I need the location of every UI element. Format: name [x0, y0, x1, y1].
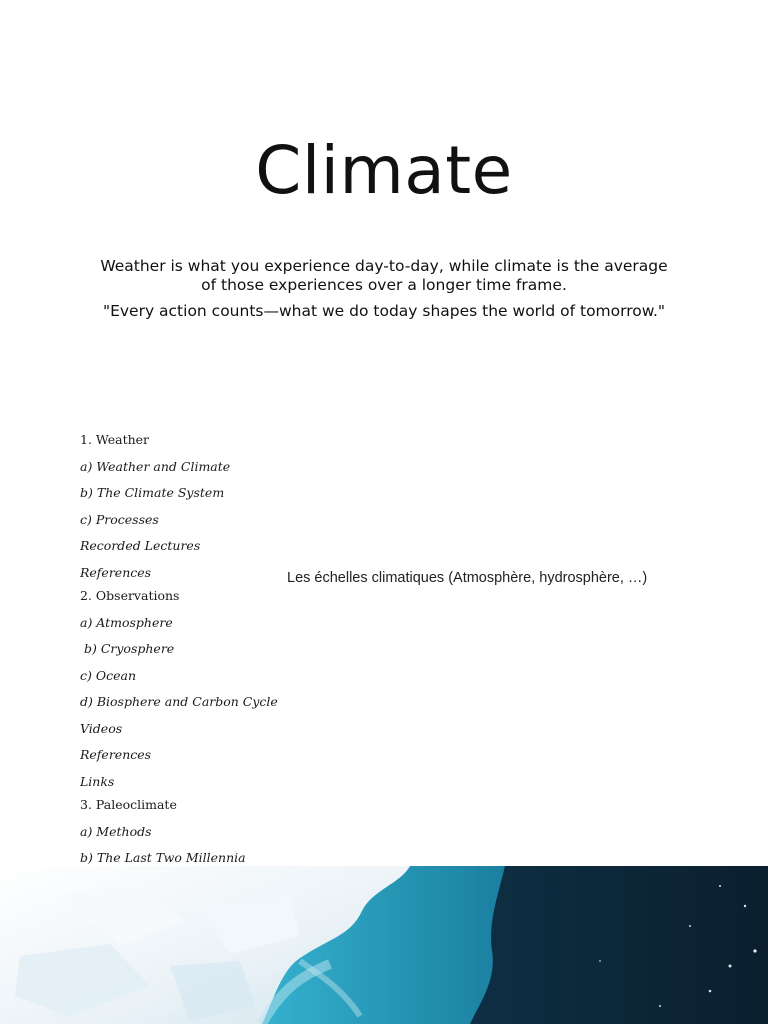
toc-item[interactable]: a) Atmosphere — [80, 614, 173, 630]
page-title: Climate — [255, 132, 513, 209]
iceberg-photo-banner — [0, 866, 768, 1024]
toc-item[interactable]: Links — [80, 773, 115, 789]
toc-item[interactable]: a) Weather and Climate — [80, 458, 231, 474]
side-caption: Les échelles climatiques (Atmosphère, hydrosphère, …) — [287, 570, 648, 586]
toc-item[interactable]: 2. Observations — [80, 588, 180, 603]
toc-item[interactable]: d) Biosphere and Carbon Cycle — [80, 694, 278, 709]
toc-item[interactable]: a) Methods — [80, 823, 152, 839]
quote-text: "Every action counts—what we do today shapes the world of tomorrow." — [102, 302, 666, 320]
toc-item[interactable]: Videos — [80, 720, 123, 736]
toc-item[interactable]: b) Cryosphere — [80, 641, 175, 656]
toc-item[interactable]: References — [80, 747, 152, 762]
toc-item[interactable]: b) The Last Two Millennia — [80, 850, 246, 865]
toc-item[interactable]: c) Processes — [80, 511, 159, 527]
toc-item[interactable]: Recorded Lectures — [80, 538, 201, 553]
toc-item[interactable]: 1. Weather — [80, 432, 150, 447]
toc-item[interactable]: 3. Paleoclimate — [80, 797, 177, 812]
toc-item[interactable]: b) The Climate System — [80, 485, 225, 500]
toc-item[interactable]: c) Ocean — [80, 667, 136, 683]
toc-item[interactable]: References — [80, 564, 152, 580]
intro-text: Weather is what you experience day-to-day, while climate is the average of those experiences over a longer time frame. — [100, 257, 668, 294]
